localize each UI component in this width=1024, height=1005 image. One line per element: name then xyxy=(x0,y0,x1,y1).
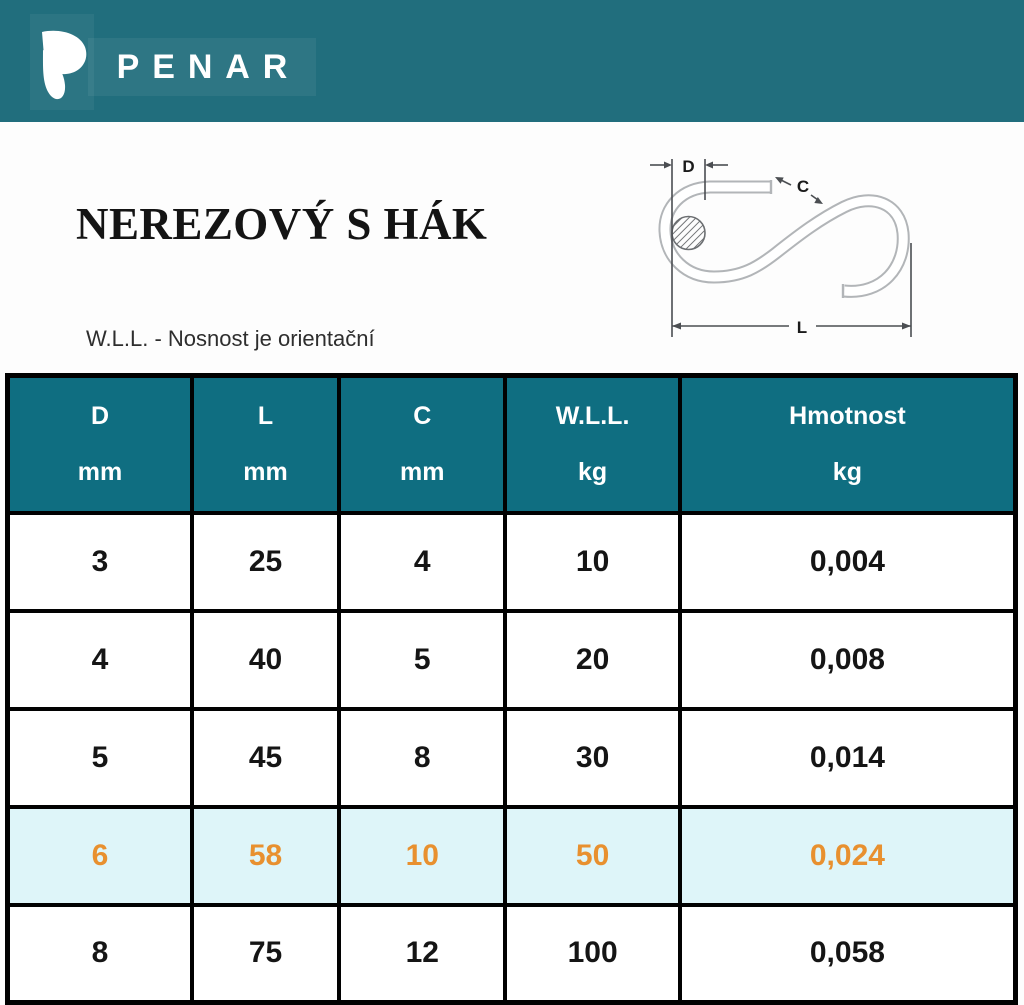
column-unit: mm xyxy=(77,457,123,486)
column-label: L xyxy=(257,401,274,430)
table-cell: 0,008 xyxy=(680,611,1016,709)
brand-name: PENAR xyxy=(116,47,301,86)
table-cell: 0,004 xyxy=(680,513,1016,611)
s-hook-diagram xyxy=(648,145,958,350)
table-cell: 58 xyxy=(192,807,339,905)
table-row-highlighted xyxy=(8,807,1016,905)
table-row xyxy=(8,905,1016,1003)
dim-label-l: L xyxy=(796,318,808,337)
table-cell: 0,058 xyxy=(680,905,1016,1003)
column-header-wll xyxy=(505,376,679,513)
table-cell: 12 xyxy=(339,905,505,1003)
table-cell: 0,024 xyxy=(680,807,1016,905)
table-cell: 0,014 xyxy=(680,709,1016,807)
column-unit: kg xyxy=(578,457,608,486)
brand-box xyxy=(88,38,316,96)
header-banner xyxy=(0,0,1024,122)
column-label: D xyxy=(90,401,109,430)
table-row xyxy=(8,611,1016,709)
spec-table xyxy=(5,373,1018,1005)
wire-cross-section-hatch xyxy=(672,217,705,250)
table-cell: 100 xyxy=(505,905,679,1003)
column-header-c xyxy=(339,376,505,513)
column-header-d xyxy=(8,376,192,513)
column-unit: kg xyxy=(832,457,862,486)
table-cell: 4 xyxy=(8,611,192,709)
column-label: Hmotnost xyxy=(789,401,906,430)
column-header-hmotnost xyxy=(680,376,1016,513)
dim-label-d: D xyxy=(682,157,695,176)
column-unit: mm xyxy=(400,457,445,486)
table-cell: 5 xyxy=(8,709,192,807)
table-cell: 3 xyxy=(8,513,192,611)
column-unit: mm xyxy=(243,457,288,486)
table-cell: 40 xyxy=(192,611,339,709)
table-cell: 10 xyxy=(339,807,505,905)
penar-leaf-logo-icon xyxy=(38,30,90,102)
table-cell: 25 xyxy=(192,513,339,611)
table-cell: 6 xyxy=(8,807,192,905)
table-row xyxy=(8,513,1016,611)
table-cell: 20 xyxy=(505,611,679,709)
dim-label-c: C xyxy=(796,177,810,196)
table-cell: 45 xyxy=(192,709,339,807)
column-header-l xyxy=(192,376,339,513)
table-cell: 8 xyxy=(8,905,192,1003)
table-cell: 8 xyxy=(339,709,505,807)
table-row xyxy=(8,709,1016,807)
table-cell: 75 xyxy=(192,905,339,1003)
table-cell: 5 xyxy=(339,611,505,709)
column-label: W.L.L. xyxy=(555,401,630,430)
table-header-row xyxy=(8,376,1016,513)
table-cell: 50 xyxy=(505,807,679,905)
table-cell: 10 xyxy=(505,513,679,611)
table-cell: 30 xyxy=(505,709,679,807)
page-title: NEREZOVÝ S HÁK xyxy=(76,199,488,249)
wll-note: W.L.L. - Nosnost je orientační xyxy=(86,326,375,351)
table-cell: 4 xyxy=(339,513,505,611)
column-label: C xyxy=(413,401,432,430)
